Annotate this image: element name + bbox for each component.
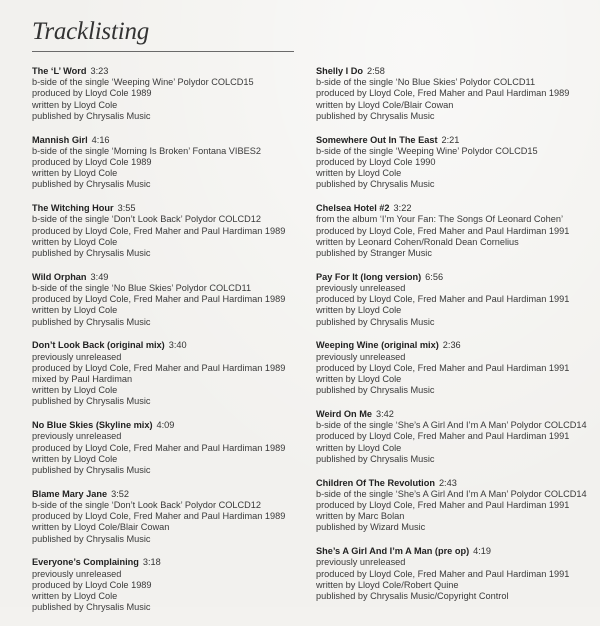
track-entry [316,66,586,122]
track-title: Weeping Wine (original mix) [316,340,439,351]
track-credit-line: b-side of the single ‘She’s A Girl And I’m A Man’ Polydor COLCD14 [316,420,587,431]
track-duration: 4:19 [473,546,492,557]
track-credit-line: published by Chrysalis Music [32,110,151,121]
track-credit-line: produced by Lloyd Cole, Fred Maher and Paul Hardiman 1989 [32,294,286,305]
track-credit-line: produced by Lloyd Cole 1989 [32,579,152,590]
track-title: No Blue Skies (Skyline mix) [32,420,153,431]
track-credit-line: published by Chrysalis Music/Copyright Control [316,591,509,602]
track-heading [316,135,586,146]
track-title: The Witching Hour [32,203,114,214]
track-credit-line: published by Chrysalis Music [316,316,435,327]
track-credit-line: produced by Lloyd Cole 1989 [32,88,152,99]
track-credit-line: written by Lloyd Cole [32,591,118,602]
track-heading [32,340,302,351]
track-credit-line: produced by Lloyd Cole 1989 [32,157,152,168]
track-credit-line: produced by Lloyd Cole, Fred Maher and Paul Hardiman 1989 [32,511,286,522]
track-duration: 2:21 [441,134,460,145]
track-duration: 3:18 [142,557,161,568]
track-heading [32,135,302,146]
track-credit-line: published by Chrysalis Music [32,179,151,190]
track-credit-line: published by Chrysalis Music [32,602,151,613]
track-credit-line: previously unreleased [32,431,122,442]
track-credit-line: b-side of the single ‘Weeping Wine’ Polydor COLCD15 [316,145,538,156]
track-credit-line: b-side of the single ‘Morning Is Broken’ Fontana VIBES2 [32,145,261,156]
track-duration: 2:43 [438,477,457,488]
track-credit-line: produced by Lloyd Cole, Fred Maher and Paul Hardiman 1991 [316,568,570,579]
track-credit-line: previously unreleased [316,557,406,568]
track-entry [32,203,302,259]
track-entry [316,135,586,191]
track-heading [316,546,586,557]
track-duration: 3:52 [111,488,129,499]
track-title: Somewhere Out In The East [316,134,438,145]
track-credit-line: published by Chrysalis Music [32,248,151,259]
track-title: Shelly I Do [316,66,363,76]
track-title: Blame Mary Jane [32,488,108,499]
track-credit-line: b-side of the single ‘Don’t Look Back’ Polydor COLCD12 [32,214,261,225]
track-heading [32,203,302,214]
track-credit-line: written by Lloyd Cole [316,168,402,179]
track-duration: 2:36 [442,340,461,351]
track-credit-line: produced by Lloyd Cole, Fred Maher and Paul Hardiman 1991 [316,294,570,305]
track-credit-line: previously unreleased [32,351,122,362]
track-credit-line: mixed by Paul Hardiman [32,374,133,385]
track-credit-line: b-side of the single ‘Don’t Look Back’ Polydor COLCD12 [32,500,261,511]
track-entry [316,409,586,465]
track-credit-line: written by Lloyd Cole [32,236,118,247]
track-credit-line: previously unreleased [316,283,406,294]
track-credit-line: written by Lloyd Cole [316,374,402,385]
track-heading [316,66,586,77]
track-credit-line: written by Lloyd Cole [32,453,118,464]
track-title: Don’t Look Back (original mix) [32,340,165,351]
track-credit-line: published by Chrysalis Music [32,533,151,544]
track-credit-line: written by Lloyd Cole [32,168,118,179]
track-credit-line: written by Leonard Cohen/Ronald Dean Cornelius [316,236,519,247]
track-credit-line: written by Lloyd Cole/Blair Cowan [316,99,454,110]
track-heading [316,478,586,489]
track-heading [32,489,302,500]
track-duration: 2:58 [366,66,385,76]
track-title: The ‘L’ Word [32,66,87,76]
track-credit-line: previously unreleased [316,351,406,362]
track-duration: 4:16 [91,134,110,145]
track-credit-line: b-side of the single ‘No Blue Skies’ Polydor COLCD11 [316,77,536,88]
track-duration: 4:09 [156,420,175,431]
track-duration: 3:49 [90,271,109,282]
track-credit-line: produced by Lloyd Cole 1990 [316,157,436,168]
track-credit-line: produced by Lloyd Cole, Fred Maher and Paul Hardiman 1989 [32,362,286,373]
track-credit-line: b-side of the single ‘No Blue Skies’ Polydor COLCD11 [32,283,252,294]
track-duration: 3:22 [393,203,412,214]
track-title: Chelsea Hotel #2 [316,203,390,214]
track-duration: 3:23 [90,66,109,76]
track-entry [316,546,586,602]
tracklist-left-column [32,66,302,626]
track-credit-line: written by Marc Bolan [316,511,405,522]
track-entry [32,557,302,613]
track-entry [316,272,586,328]
track-duration: 3:40 [168,340,187,351]
track-credit-line: published by Chrysalis Music [32,316,151,327]
track-credit-line: produced by Lloyd Cole, Fred Maher and Paul Hardiman 1989 [316,88,570,99]
track-heading [316,203,586,214]
track-duration: 3:55 [117,203,136,214]
track-credit-line: published by Wizard Music [316,522,426,533]
track-credit-line: produced by Lloyd Cole, Fred Maher and Paul Hardiman 1991 [316,362,570,373]
track-credit-line: published by Chrysalis Music [316,110,435,121]
track-entry [32,340,302,407]
track-heading [32,66,302,77]
track-entry [316,340,586,396]
track-credit-line: written by Lloyd Cole/Robert Quine [316,579,459,590]
track-entry [316,478,586,534]
track-credit-line: produced by Lloyd Cole, Fred Maher and Paul Hardiman 1991 [316,431,570,442]
track-credit-line: b-side of the single ‘Weeping Wine’ Polydor COLCD15 [32,77,254,88]
track-credit-line: produced by Lloyd Cole, Fred Maher and Paul Hardiman 1991 [316,225,570,236]
track-heading [32,420,302,431]
track-title: She’s A Girl And I’m A Man (pre op) [316,546,470,557]
track-title: Children Of The Revolution [316,477,435,488]
track-credit-line: written by Lloyd Cole/Blair Cowan [32,522,170,533]
tracklist-right-column [316,66,586,615]
track-entry [32,489,302,545]
track-title: Pay For It (long version) [316,271,422,282]
track-entry [32,135,302,191]
track-title: Mannish Girl [32,134,88,145]
track-heading [316,272,586,283]
track-credit-line: produced by Lloyd Cole, Fred Maher and Paul Hardiman 1991 [316,500,570,511]
track-credit-line: previously unreleased [32,568,122,579]
track-title: Everyone’s Complaining [32,557,139,568]
title-divider [32,51,294,52]
track-credit-line: published by Stranger Music [316,248,432,259]
track-credit-line: produced by Lloyd Cole, Fred Maher and Paul Hardiman 1989 [32,442,286,453]
track-credit-line: written by Lloyd Cole [316,305,402,316]
track-credit-line: written by Lloyd Cole [32,99,118,110]
track-credit-line: written by Lloyd Cole [316,442,402,453]
track-credit-line: produced by Lloyd Cole, Fred Maher and Paul Hardiman 1989 [32,225,286,236]
page-title: Tracklisting [32,18,150,45]
track-credit-line: from the album ‘I’m Your Fan: The Songs Of Leonard Cohen’ [316,214,564,225]
track-credit-line: published by Chrysalis Music [316,385,435,396]
track-entry [32,272,302,328]
track-credit-line: published by Chrysalis Music [32,465,151,476]
track-heading [32,557,302,568]
track-credit-line: written by Lloyd Cole [32,385,118,396]
track-credit-line: written by Lloyd Cole [32,305,118,316]
track-heading [316,340,586,351]
track-credit-line: b-side of the single ‘She’s A Girl And I’m A Man’ Polydor COLCD14 [316,488,587,499]
track-title: Wild Orphan [32,271,87,282]
track-credit-line: published by Chrysalis Music [316,179,435,190]
track-credit-line: published by Chrysalis Music [316,453,435,464]
track-title: Weird On Me [316,409,372,420]
track-entry [316,203,586,259]
track-entry [32,66,302,122]
track-credit-line: published by Chrysalis Music [32,396,151,407]
track-duration: 6:56 [425,271,444,282]
track-heading [32,272,302,283]
track-duration: 3:42 [375,409,394,420]
track-heading [316,409,586,420]
track-entry [32,420,302,476]
